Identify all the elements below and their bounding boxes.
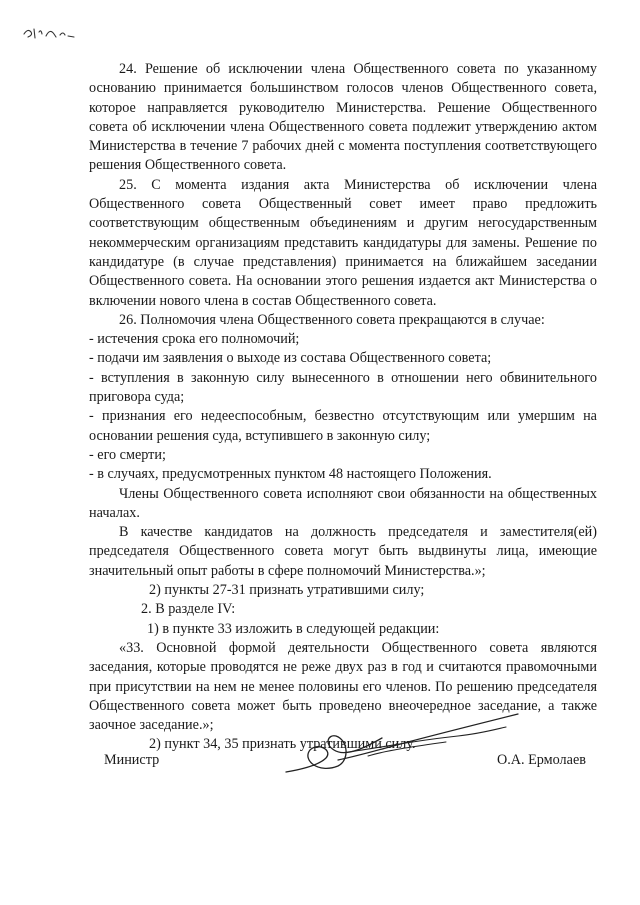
paragraph-26: 26. Полномочия члена Общественного совета прекращаются в случае:	[119, 311, 545, 328]
list-item-resignation: - подачи им заявления о выходе из состава Общественного совета;	[89, 350, 492, 367]
subitem-34-35-void: 2) пункт 34, 35 признать утратившими силу.	[149, 736, 416, 753]
paragraph-chair-candidates: В качестве кандидатов на должность председателя и заместителя(ей) председателя Общественного совета могут быть выдвинуты лица, имеющие значительный опыт работы в сфере полномочий Министерства.»;	[89, 524, 597, 579]
list-item-incapacity: - признания его недееспособным, безвестно отсутствующим или умершим на основании решения суда, вступившего в законную силу;	[89, 408, 597, 444]
signer-role: Министр	[104, 752, 160, 768]
list-item-conviction: - вступления в законную силу вынесенного в отношении него обвинительного приговора суда;	[89, 369, 597, 406]
signer-name: О.А. Ермолаев	[497, 752, 586, 768]
handwritten-mark-icon	[22, 20, 78, 42]
subitem-27-31-void: 2) пункты 27-31 признать утратившими силу;	[149, 582, 425, 599]
subitem-33-new-wording: 1) в пункте 33 изложить в следующей редакции:	[147, 620, 440, 637]
paragraph-24: 24. Решение об исключении члена Общественного совета по указанному основанию принимается большинством голосов членов Общественного совета, которое направляется руководителю Министерства. Решение Общественного совета об исключении члена Общественного совета подлежит утверждению актом Министерства в течение 7 рабочих дней с момента поступления соответствующего решения Общественного совета.	[89, 61, 597, 174]
paragraph-25: 25. С момента издания акта Министерства об исключении члена Общественного совета Общественный совет имеет право предложить соответствующим общественным объединениям и другим негосударственным некоммерческим организациям представить кандидатуры для замены. Решение по кандидатуре (в случае представления) принимается на ближайшем заседании Общественного совета. На основании этого решения издается акт Министерства о включении нового члена в состав Общественного совета.	[89, 176, 597, 309]
document-body	[89, 60, 597, 755]
section-iv-heading: 2. В разделе IV:	[141, 601, 236, 618]
list-item-death: - его смерти;	[89, 446, 166, 463]
paragraph-members-voluntary: Члены Общественного совета исполняют свои обязанности на общественных началах.	[89, 485, 597, 521]
list-item-term-expiry: - истечения срока его полномочий;	[89, 331, 300, 348]
paragraph-33: «33. Основной формой деятельности Общественного совета являются заседания, которые проводятся не реже двух раз в год и считаются правомочными при присутствии на нем не менее половины его членов. По решению председателя Общественного совета может быть проведено внеочередное заседание, а также заочное заседание.»;	[89, 639, 597, 734]
list-item-clause-48: - в случаях, предусмотренных пунктом 48 настоящего Положения.	[89, 466, 492, 483]
